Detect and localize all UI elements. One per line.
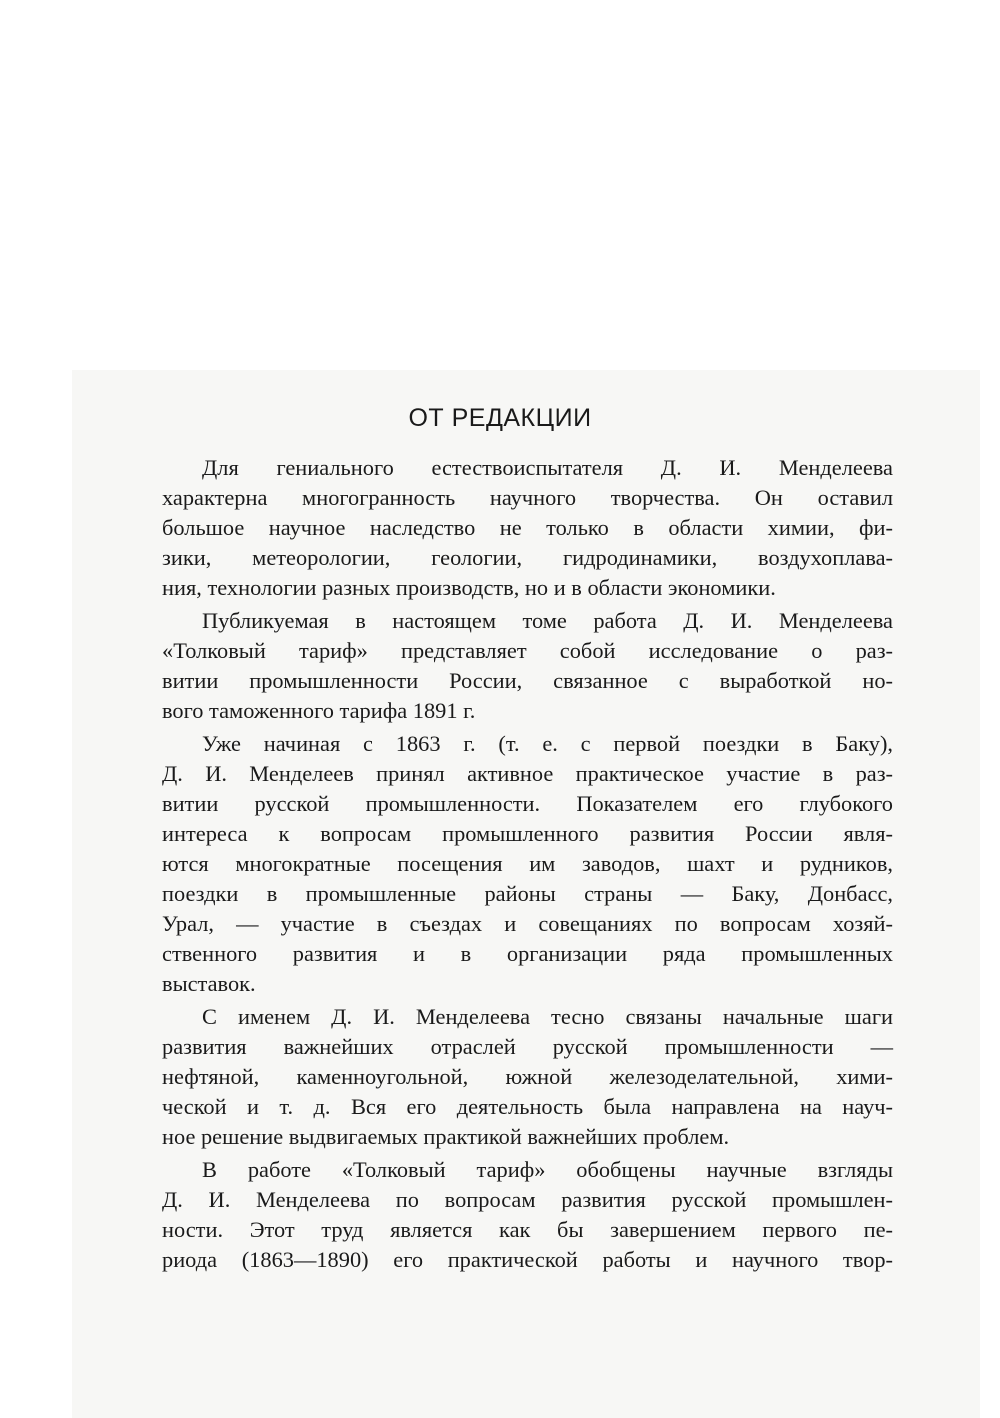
text-line: Публикуемая в настоящем томе работа Д. И. Менделеева xyxy=(202,608,893,633)
text-line: Д. И. Менделеева по вопросам развития русской промышлен- xyxy=(162,1187,893,1212)
text-line: витии русской промышленности. Показателем его глубокого xyxy=(162,791,893,816)
text-line: риода (1863—1890) его практической работы и научного твор- xyxy=(162,1247,893,1272)
text-line: ное решение выдвигаемых практикой важнейших проблем. xyxy=(162,1124,730,1149)
page-title: ОТ РЕДАКЦИИ xyxy=(408,404,592,432)
text-line: ственного развития и в организации ряда промышленных xyxy=(162,941,893,966)
paragraph xyxy=(162,729,893,999)
text-line: нефтяной, каменноугольной, южной железоделательной, хими- xyxy=(162,1064,893,1089)
text-line: развития важнейших отраслей русской промышленности — xyxy=(162,1034,893,1059)
text-line: Для гениального естествоиспытателя Д. И. Менделеева xyxy=(202,455,893,480)
text-line: ческой и т. д. Вся его деятельность была направлена на науч- xyxy=(162,1094,893,1119)
text-line: интереса к вопросам промышленного развития России явля- xyxy=(162,821,893,846)
text-line: вого таможенного тарифа 1891 г. xyxy=(162,698,476,723)
text-line: ются многократные посещения им заводов, шахт и рудников, xyxy=(162,851,893,876)
paragraph xyxy=(162,606,893,726)
text-line: большое научное наследство не только в области химии, фи- xyxy=(162,515,893,540)
paragraph xyxy=(162,453,893,603)
paragraph xyxy=(162,1155,893,1275)
text-line: характерна многогранность научного творчества. Он оставил xyxy=(162,485,893,510)
text-line: В работе «Толковый тариф» обобщены научные взгляды xyxy=(202,1157,893,1182)
text-line: витии промышленности России, связанное с выработкой но- xyxy=(162,668,893,693)
body-text xyxy=(162,453,893,1278)
text-line: ности. Этот труд является как бы завершением первого пе- xyxy=(162,1217,893,1242)
paragraph xyxy=(162,1002,893,1152)
text-line: Д. И. Менделеев принял активное практическое участие в раз- xyxy=(162,761,893,786)
text-line: поездки в промышленные районы страны — Баку, Донбасс, xyxy=(162,881,893,906)
text-line: Уже начиная с 1863 г. (т. е. с первой поездки в Баку), xyxy=(202,731,893,756)
text-line: С именем Д. И. Менделеева тесно связаны начальные шаги xyxy=(202,1004,893,1029)
text-line: выставок. xyxy=(162,971,256,996)
text-line: ния, технологии разных производств, но и в области экономики. xyxy=(162,575,776,600)
text-line: Урал, — участие в съездах и совещаниях по вопросам хозяй- xyxy=(162,911,893,936)
text-line: «Толковый тариф» представляет собой исследование о раз- xyxy=(162,638,893,663)
text-line: зики, метеорологии, геологии, гидродинамики, воздухоплава- xyxy=(162,545,893,570)
